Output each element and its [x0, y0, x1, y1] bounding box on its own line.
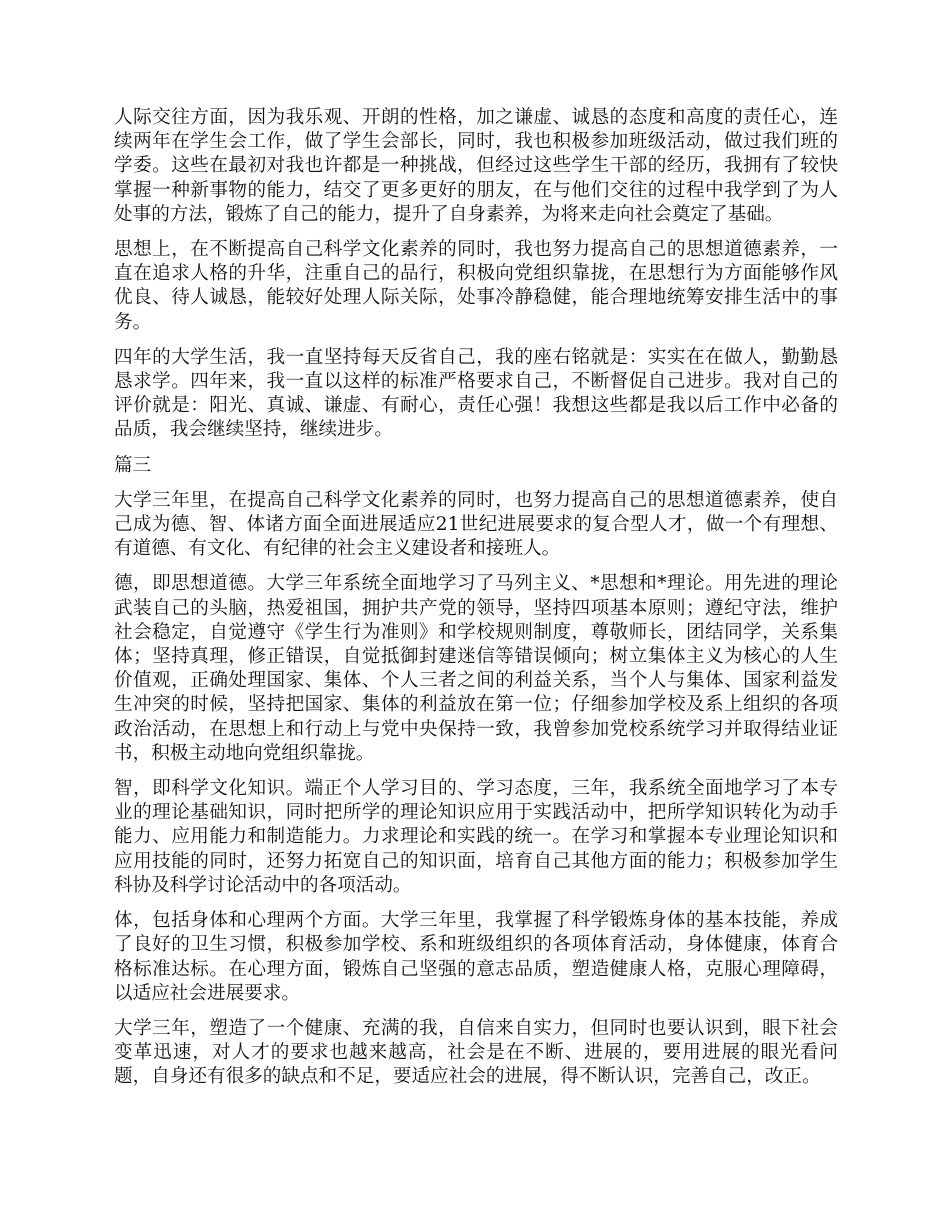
paragraph-physical: 体，包括身体和心理两个方面。大学三年里，我掌握了科学锻炼身体的基本技能，养成了良好的卫生习惯，积极参加学校、系和班级组织的各项体育活动，身体健康，体育合格标准达标。在心理方面，锻炼自己坚强的意志品质，塑造健康人格，克服心理障碍，以适应社会进展要求。: [114, 910, 838, 1004]
paragraph-morality: 德，即思想道德。大学三年系统全面地学习了马列主义、*思想和*理论。用先进的理论武装自己的头脑，热爱祖国，拥护共产党的领导，坚持四项基本原则；遵纪守法，维护社会稳定，自觉遵守《学生行为准则》和学校规则制度，尊敬师长，团结同学，关系集体；坚持真理，修正错误，自觉抵御封建迷信等错误倾向；树立集体主义为核心的人生价值观，正确处理国家、集体、个人三者之间的利益关系，当个人与集体、国家利益发生冲突的时候，坚持把国家、集体的利益放在第一位；仔细参加学校及系上组织的各项政治活动，在思想上和行动上与党中央保持一致，我曾参加党校系统学习并取得结业证书，积极主动地向党组织靠拢。: [114, 573, 838, 764]
paragraph-four-years: 四年的大学生活，我一直坚持每天反省自己，我的座右铭就是：实实在在做人，勤勤恳恳求学。四年来，我一直以这样的标准严格要求自己，不断督促自己进步。我对自己的评价就是：阳光、真诚、谦虚、有耐心，责任心强！我想这些都是我以后工作中必备的品质，我会继续坚持，继续进步。: [114, 346, 838, 441]
paragraph-three-years: 大学三年里，在提高自己科学文化素养的同时，也努力提高自己的思想道德素养，使自己成为德、智、体诸方面全面进展适应21世纪进展要求的复合型人才，做一个有理想、有道德、有文化、有纪律的社会主义建设者和接班人。: [114, 489, 838, 560]
document-page: [114, 106, 838, 1101]
paragraph-conclusion: 大学三年，塑造了一个健康、充满的我，自信来自实力，但同时也要认识到，眼下社会变革迅速，对人才的要求也越来越高，社会是在不断、进展的，要用进展的眼光看问题，自身还有很多的缺点和不足，要适应社会的进展，得不断认识，完善自己，改正。: [114, 1017, 838, 1088]
paragraph-interpersonal: 人际交往方面，因为我乐观、开朗的性格，加之谦虚、诚恳的态度和高度的责任心，连续两年在学生会工作，做了学生会部长，同时，我也积极参加班级活动，做过我们班的学委。这些在最初对我也许都是一种挑战，但经过这些学生干部的经历，我拥有了较快掌握一种新事物的能力，结交了更多更好的朋友，在与他们交往的过程中我学到了为人处事的方法，锻炼了自己的能力，提升了自身素养，为将来走向社会奠定了基础。: [114, 107, 838, 225]
paragraph-ideology: 思想上，在不断提高自己科学文化素养的同时，我也努力提高自己的思想道德素养，一直在追求人格的升华，注重自己的品行，积极向党组织靠拢，在思想行为方面能够作风优良、待人诚恳，能较好处理人际关际，处事冷静稳健，能合理地统筹安排生活中的事务。: [114, 239, 838, 333]
paragraph-intelligence: 智，即科学文化知识。端正个人学习目的、学习态度，三年，我系统全面地学习了本专业的理论基础知识，同时把所学的理论知识应用于实践活动中，把所学知识转化为动手能力、应用能力和制造能力。力求理论和实践的统一。在学习和掌握本专业理论知识和应用技能的同时，还努力拓宽自己的知识面，培育自己其他方面的能力；积极参加学生科协及科学讨论活动中的各项活动。: [114, 778, 838, 896]
section-heading: 篇三: [114, 454, 152, 476]
